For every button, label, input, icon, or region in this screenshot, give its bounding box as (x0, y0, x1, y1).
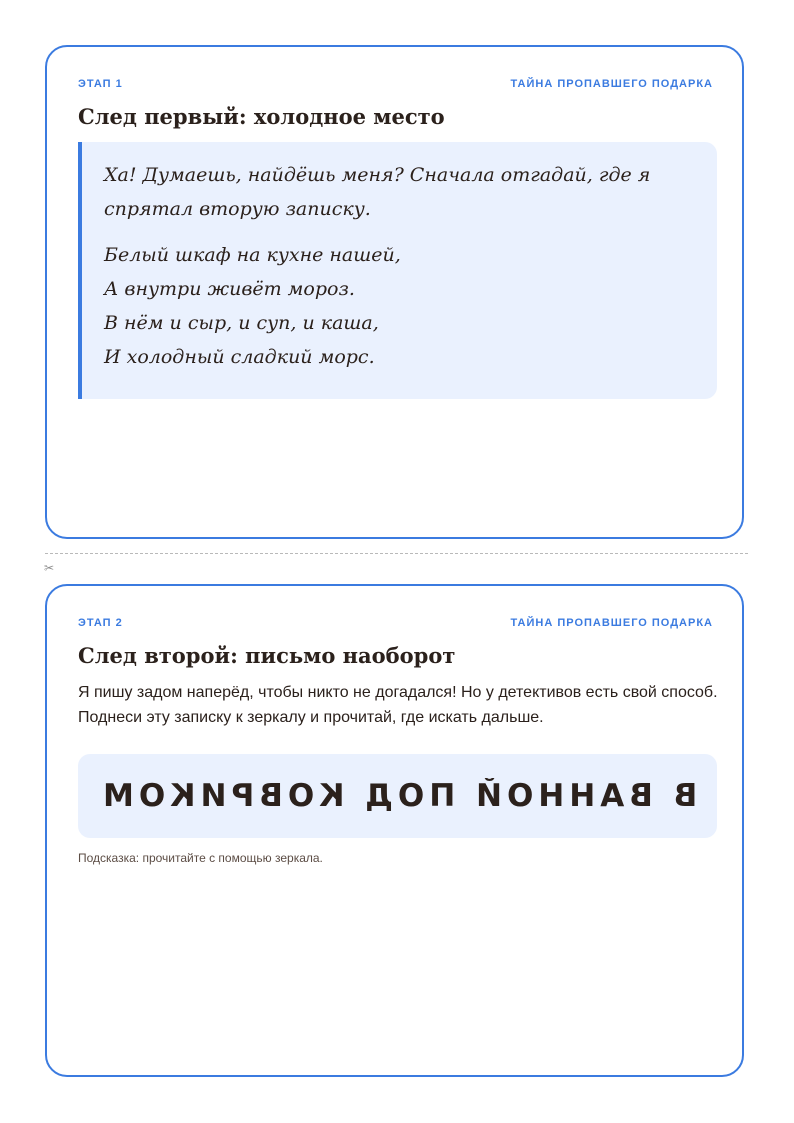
series-title: ТАЙНА ПРОПАВШЕГО ПОДАРКА (510, 617, 713, 629)
hint-text: Подсказка: прочитайте с помощью зеркала. (78, 851, 323, 865)
series-title: ТАЙНА ПРОПАВШЕГО ПОДАРКА (510, 78, 713, 90)
mirrored-message: В ВАННОЙ ПОД КОВРИКОМ (97, 778, 698, 814)
verse-line: Белый шкаф на кухне нашей, (104, 244, 401, 266)
card-title: След второй: письмо наоборот (78, 643, 456, 668)
riddle-quote (78, 142, 717, 399)
card-title: След первый: холодное место (78, 104, 445, 129)
stage-label: ЭТАП 2 (78, 617, 123, 629)
cut-line (45, 553, 748, 554)
verse-line: И холодный сладкий морс. (104, 346, 375, 368)
card-header (78, 78, 713, 92)
card-intro: Я пишу задом наперёд, чтобы никто не догадался! Но у детективов есть свой способ. Поднеси эту записку к зеркалу и прочитай, где искать дальше. (78, 684, 718, 726)
verse-line: А внутри живёт мороз. (104, 278, 355, 300)
mirror-text-box (78, 754, 717, 838)
scissors-icon: ✂ (44, 561, 55, 575)
verse-line: В нём и сыр, и суп, и каша, (104, 312, 379, 334)
clue-card-1 (45, 45, 744, 539)
card-header (78, 617, 713, 631)
clue-card-2 (45, 584, 744, 1077)
riddle-intro: Ха! Думаешь, найдёшь меня? Сначала отгадай, где я спрятал вторую записку. (104, 164, 651, 220)
stage-label: ЭТАП 1 (78, 78, 123, 90)
riddle-verse (104, 238, 697, 374)
